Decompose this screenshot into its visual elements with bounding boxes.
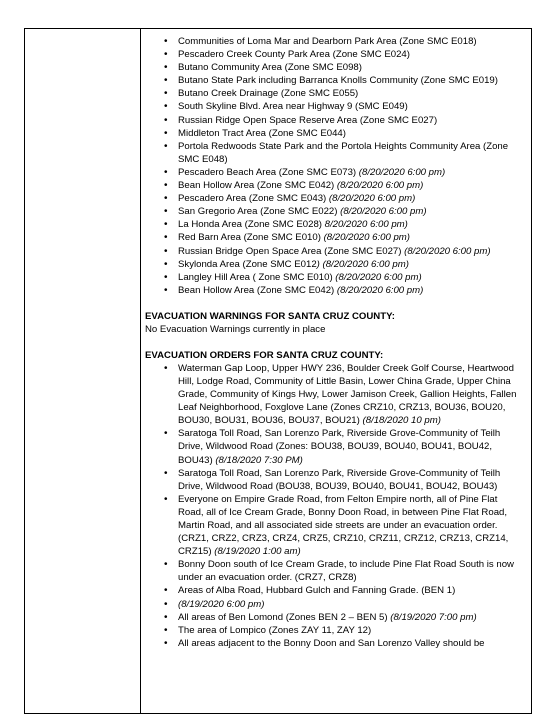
list-item: • Langley Hill Area ( Zone SMC E010) (8/20/2020 6:00 pm)	[145, 271, 525, 284]
list-item: • Skylonda Area (Zone SMC E012) (8/20/2020 6:00 pm)	[145, 258, 525, 271]
item-date: (8/19/2020 7:00 pm)	[387, 611, 477, 623]
list-item: • Butano State Park including Barranca Knolls Community (Zone SMC E019)	[145, 74, 525, 87]
list-item: • Areas of Alba Road, Hubbard Gulch and Fanning Grade. (BEN 1)	[145, 584, 525, 597]
list-item: • Pescadero Area (Zone SMC E043) (8/20/2020 6:00 pm)	[145, 192, 525, 205]
item-date: (8/20/2020 6:00 pm)	[334, 284, 424, 296]
list-item: • Red Barn Area (Zone SMC E010) (8/20/2020 6:00 pm)	[145, 231, 525, 244]
item-date: (8/19/2020 1:00 am)	[211, 546, 301, 558]
item-date: (8/19/2020 6:00 pm)	[178, 598, 265, 610]
warnings-text: No Evacuation Warnings currently in place	[145, 323, 326, 335]
list-item: • Waterman Gap Loop, Upper HWY 236, Boulder Creek Golf Course, Heartwood Hill, Lodge Road, Community of Little Basin, Lower China Grade, Upper China Grade, Community of Kings Hwy, Lower Jamison Creek, Gallion Heights, Fallen Leaf Neighborhood, Foxglove Lane (Zones CRZ10, CRZ13, BOU36, BOU20, BOU30, BOU31, BOU36, BOU37, BOU21) (8/18/2020 10 pm)	[145, 362, 525, 427]
list-item: • All areas adjacent to the Bonny Doon and San Lorenzo Valley should be	[145, 637, 525, 650]
list-item: • South Skyline Blvd. Area near Highway 9 (SMC E049)	[145, 100, 525, 113]
left-column	[25, 29, 141, 713]
list-item: • Portola Redwoods State Park and the Portola Heights Community Area (Zone SMC E048)	[145, 140, 525, 166]
san-mateo-order-list	[145, 35, 525, 297]
list-item: • Saratoga Toll Road, San Lorenzo Park, Riverside Grove-Community of Teilh Drive, Wildwood Road (BOU38, BOU39, BOU40, BOU41, BOU42, BOU43)	[145, 467, 525, 493]
list-item: • Everyone on Empire Grade Road, from Felton Empire north, all of Pine Flat Road, all of Ice Cream Grade, Bonny Doon Road, in between Pine Flat Road, Martin Road, and all associated side streets are under an evacuation order. (CRZ1, CRZ2, CRZ3, CRZ4, CRZ5, CRZ10, CRZ11, CRZ12, CRZ13, CRZ14, CRZ15) (8/19/2020 1:00 am)	[145, 493, 525, 558]
list-item: • Saratoga Toll Road, San Lorenzo Park, Riverside Grove-Community of Teilh Drive, Wildwood Road (Zones: BOU38, BOU39, BOU40, BOU41, BOU42, BOU43) (8/18/2020 7:30 PM)	[145, 427, 525, 466]
right-column	[141, 29, 531, 713]
item-date: (8/20/2020 6:00 pm)	[326, 193, 416, 205]
list-item: • Russian Ridge Open Space Reserve Area (Zone SMC E027)	[145, 114, 525, 127]
list-item: • Pescadero Creek County Park Area (Zone SMC E024)	[145, 48, 525, 61]
orders-heading: EVACUATION ORDERS FOR SANTA CRUZ COUNTY:	[145, 349, 384, 361]
item-date: (8/20/2020 6:00 pm)	[332, 271, 422, 283]
list-item	[145, 598, 525, 611]
item-date: (8/18/2020 7:30 PM)	[212, 454, 303, 466]
list-item: • All areas of Ben Lomond (Zones BEN 2 – BEN 5) (8/19/2020 7:00 pm)	[145, 611, 525, 624]
list-item: • Middleton Tract Area (Zone SMC E044)	[145, 127, 525, 140]
list-item: • Bonny Doon south of Ice Cream Grade, to include Pine Flat Road South is now under an evacuation order. (CRZ7, CRZ8)	[145, 558, 525, 584]
warnings-heading: EVACUATION WARNINGS FOR SANTA CRUZ COUNTY:	[145, 310, 395, 322]
item-date: (8/20/2020 6:00 pm)	[320, 232, 410, 244]
item-date: (8/20/2020 6:00 pm)	[334, 180, 424, 192]
list-item: • La Honda Area (Zone SMC E028) 8/20/2020 6:00 pm)	[145, 218, 525, 231]
item-date: (8/20/2020 6:00 pm)	[356, 166, 446, 178]
list-item: • Communities of Loma Mar and Dearborn Park Area (Zone SMC E018)	[145, 35, 525, 48]
list-item: • The area of Lompico (Zones ZAY 11, ZAY 12)	[145, 624, 525, 637]
item-date: (8/20/2020 6:00 pm)	[337, 206, 427, 218]
list-item: • Bean Hollow Area (Zone SMC E042) (8/20/2020 6:00 pm)	[145, 179, 525, 192]
item-date: ) (8/20/2020 6:00 pm)	[316, 258, 409, 270]
list-item: • San Gregorio Area (Zone SMC E022) (8/20/2020 6:00 pm)	[145, 205, 525, 218]
list-item: • Bean Hollow Area (Zone SMC E042) (8/20/2020 6:00 pm)	[145, 284, 525, 297]
list-item: • Butano Creek Drainage (Zone SMC E055)	[145, 87, 525, 100]
item-date: 8/20/2020 6:00 pm)	[322, 219, 408, 231]
list-item: • Russian Bridge Open Space Area (Zone SMC E027) (8/20/2020 6:00 pm)	[145, 245, 525, 258]
list-item: • Butano Community Area (Zone SMC E098)	[145, 61, 525, 74]
item-date: (8/18/2020 10 pm)	[359, 415, 441, 427]
item-date: (8/20/2020 6:00 pm)	[401, 245, 491, 257]
list-item: • Pescadero Beach Area (Zone SMC E073) (8/20/2020 6:00 pm)	[145, 166, 525, 179]
document-table	[24, 28, 532, 714]
santa-cruz-order-list	[145, 362, 525, 650]
